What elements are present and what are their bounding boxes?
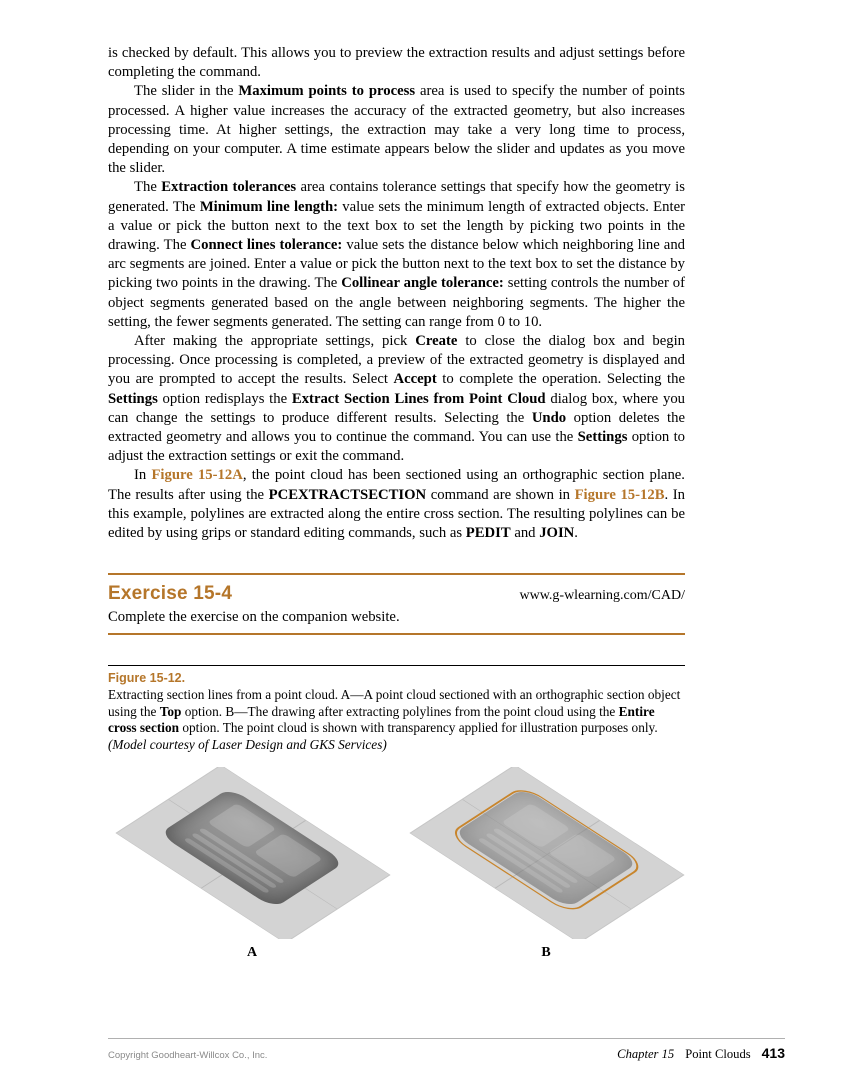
- text-run: option. B—The drawing after extracting polylines from the point cloud using the: [181, 703, 619, 719]
- text-run: .: [574, 525, 578, 542]
- text-run: value sets the distance below which neighboring line and arc segments are joined. Enter a value or pick the button next to the text box to set the distance by picking two points in the drawing. The: [108, 237, 686, 292]
- text-run: . In this example, polylines are extracted along the entire cross section. The resulting polylines can be edited by using grips or standard editing commands, such as: [108, 486, 685, 542]
- exercise-title: Exercise 15-4: [108, 583, 233, 605]
- emphasis-text: Undo: [531, 409, 567, 426]
- exercise-block: [108, 573, 685, 635]
- figure-number: Figure 15-12.: [108, 671, 186, 686]
- emphasis-text: Create: [415, 333, 458, 350]
- text-run: In: [134, 467, 152, 484]
- figure-panel-label-b: B: [541, 944, 551, 960]
- text-run: dialog box, where you can change the settings to produce different results. Selecting the: [108, 390, 686, 426]
- exercise-url[interactable]: www.g-wlearning.com/CAD/: [519, 588, 685, 604]
- figure-panel-label-a: A: [246, 944, 258, 960]
- text-run: , the point cloud has been sectioned using an orthographic section plane. The results after using the: [108, 467, 685, 503]
- emphasis-text: JOIN: [539, 525, 575, 542]
- page-footer: [108, 1038, 785, 1062]
- text-run: area contains tolerance settings that specify how the geometry is generated. The: [108, 179, 685, 215]
- paragraph: [108, 466, 685, 543]
- emphasis-text: Maximum points to process: [238, 83, 416, 100]
- exercise-subtitle: Complete the exercise on the companion website.: [108, 609, 400, 626]
- footer-row: [108, 1039, 785, 1062]
- text-run: option deletes the extracted geometry and allows you to continue the command. You can use the: [108, 409, 685, 446]
- text-run: option to adjust the extraction settings or exit the command.: [108, 429, 685, 465]
- chapter-title: Point Clouds: [685, 1047, 751, 1061]
- page-content: [108, 44, 685, 961]
- text-run: After making the appropriate settings, pick: [134, 333, 416, 350]
- emphasis-text: PEDIT: [465, 525, 511, 542]
- point-cloud-scene-b: [404, 767, 688, 939]
- point-cloud-scene-a: [110, 767, 394, 939]
- paragraph: [108, 332, 685, 466]
- body-text: [108, 44, 685, 543]
- exercise-bottom-rule: [108, 633, 685, 635]
- figure-reference[interactable]: Figure 15-12A: [151, 467, 243, 484]
- text-run: command are shown in: [426, 486, 575, 503]
- emphasis-text: PCEXTRACTSECTION: [268, 486, 427, 503]
- figure-caption: [108, 685, 685, 753]
- figure-images: [108, 767, 685, 961]
- emphasis-text: Top: [159, 703, 182, 719]
- page-number: 413: [761, 1045, 785, 1061]
- emphasis-text: Connect lines tolerance:: [190, 237, 343, 254]
- figure-block: [108, 665, 685, 961]
- paragraph: [108, 82, 685, 178]
- figure-reference[interactable]: Figure 15-12B: [574, 486, 665, 503]
- copyright-notice: Copyright Goodheart-Willcox Co., Inc.: [108, 1050, 268, 1061]
- text-run: area is used to specify the number of points processed. A higher value increases the accuracy of the extracted geometry, but also increases processing time. At higher settings, the extraction may take a very long time to process, depending on your computer. A time estimate appears below the slider and updates as you move the slider.: [108, 83, 685, 177]
- emphasis-text: Extraction tolerances: [161, 179, 297, 196]
- exercise-header: [108, 575, 685, 605]
- emphasis-text: Entire cross section: [108, 703, 655, 736]
- text-run: is checked by default. This allows you to preview the extraction results and adjust settings before completing the command.: [108, 45, 685, 81]
- emphasis-text: Minimum line length:: [199, 198, 339, 215]
- footer-right-group: [617, 1045, 785, 1062]
- emphasis-text: Accept: [393, 371, 437, 388]
- emphasis-text: Extract Section Lines from Point Cloud: [291, 390, 546, 407]
- text-run: The slider in the: [134, 83, 239, 100]
- text-run: option. The point cloud is shown with transparency applied for illustration purposes only.: [179, 720, 658, 736]
- text-run: Extracting section lines from a point cloud. A—A point cloud sectioned with an orthographic section object using the: [108, 687, 681, 719]
- text-run: The: [134, 179, 162, 196]
- paragraph: [108, 44, 685, 82]
- figure-panel-b: [404, 767, 688, 961]
- paragraph: [108, 178, 685, 332]
- credit-text: (Model courtesy of Laser Design and GKS Services): [108, 736, 387, 752]
- emphasis-text: Settings: [577, 429, 628, 446]
- text-run: value sets the minimum length of extracted objects. Enter a value or pick the button next to the text box to set the length by picking two points in the drawing. The: [108, 198, 685, 254]
- text-run: to complete the operation. Selecting the: [436, 371, 685, 388]
- chapter-label: Chapter 15: [617, 1047, 675, 1061]
- text-run: option redisplays the: [157, 390, 292, 407]
- text-run: and: [510, 525, 540, 542]
- figure-panel-a: [110, 767, 394, 961]
- text-run: to close the dialog box and begin processing. Once processing is completed, a preview of the extracted geometry is displayed and you are prompted to accept the results. Select: [108, 333, 685, 388]
- emphasis-text: Settings: [108, 390, 158, 407]
- text-run: setting controls the number of object segments generated based on the angle between neighboring segments. The higher the setting, the fewer segments generated. The setting can range from 0 to 10.: [108, 275, 685, 330]
- emphasis-text: Collinear angle tolerance:: [341, 275, 504, 292]
